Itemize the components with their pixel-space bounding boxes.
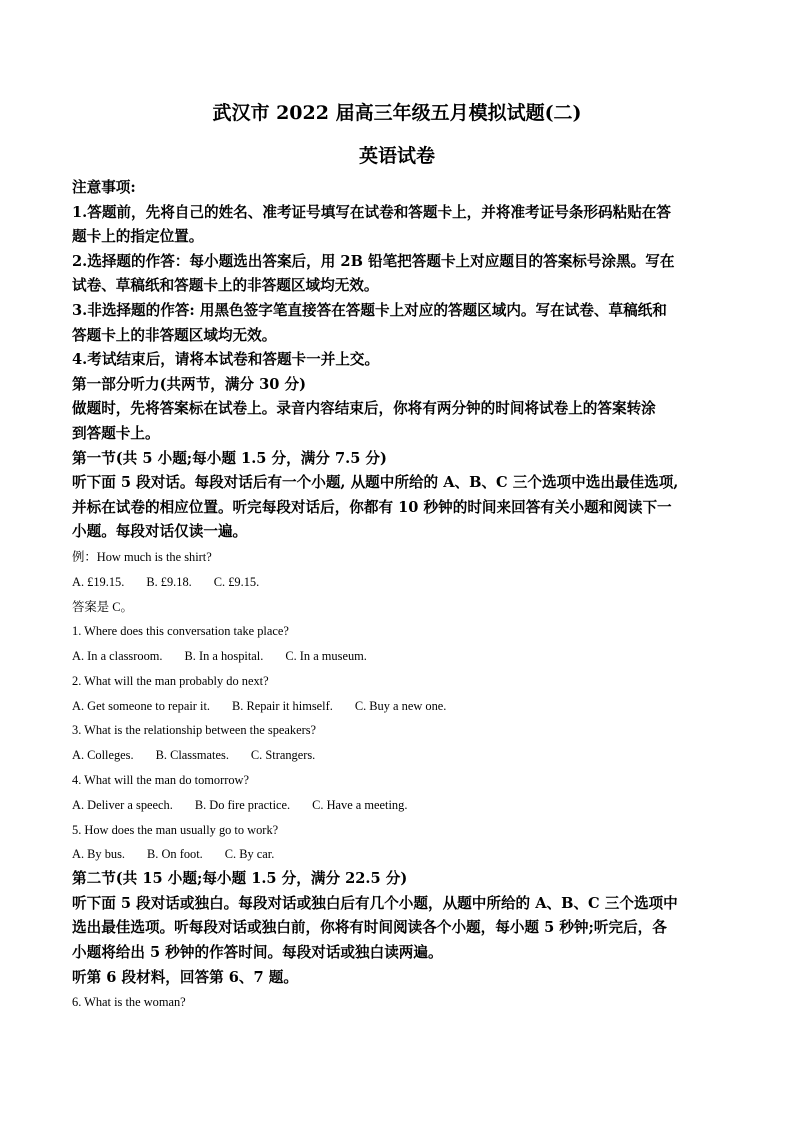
question-5: 5. How does the man usually go to work? bbox=[72, 822, 279, 837]
option-b: B. £9.18. bbox=[146, 574, 192, 589]
option-a: A. Colleges. bbox=[72, 748, 134, 763]
question-3: 3. What is the relationship between the speakers? bbox=[72, 723, 317, 738]
section2-instruction-line: 选出最佳选项。听每段对话或独白前，你将有时间阅读各个小题，每小题 5 秒钟;听完后，各 bbox=[72, 919, 667, 937]
notes-line: 题卡上的指定位置。 bbox=[72, 228, 204, 246]
question-2: 2. What will the man probably do next? bbox=[72, 673, 269, 688]
option-c: C. By car. bbox=[224, 847, 275, 862]
question-4: 4. What will the man do tomorrow? bbox=[72, 773, 249, 788]
option-c: C. Buy a new one. bbox=[354, 698, 447, 713]
section1-heading: 第一节(共 5 小题;每小题 1.5 分，满分 7.5 分) bbox=[72, 449, 387, 467]
exam-content bbox=[72, 176, 724, 1015]
option-b: B. Classmates. bbox=[155, 748, 229, 763]
option-b: B. Do fire practice. bbox=[194, 797, 291, 812]
option-b: B. Repair it himself. bbox=[231, 698, 333, 713]
option-c: C. Have a meeting. bbox=[312, 797, 408, 812]
notes-heading: 注意事项: bbox=[72, 179, 136, 196]
option-a: A. £19.15. bbox=[72, 574, 125, 589]
part1-intro-line: 到答题卡上。 bbox=[72, 424, 160, 442]
section1-instruction-line: 听下面 5 段对话。每段对话后有一个小题, 从题中所给的 A、B、C 三个选项中选出最佳选项, bbox=[72, 474, 679, 492]
option-a: A. By bus. bbox=[72, 847, 126, 862]
question-4-options bbox=[72, 793, 724, 818]
section2-heading: 第二节(共 15 小题;每小题 1.5 分，满分 22.5 分) bbox=[72, 870, 408, 888]
notes-line: 3.非选择题的作答: 用黑色签字笔直接答在答题卡上对应的答题区域内。写在试卷、草稿纸和 bbox=[72, 301, 667, 319]
example-question: 例：How much is the shirt? bbox=[72, 549, 212, 564]
option-c: C. Strangers. bbox=[250, 748, 316, 763]
option-a: A. In a classroom. bbox=[72, 649, 163, 664]
question-2-options bbox=[72, 694, 724, 719]
option-a: A. Get someone to repair it. bbox=[72, 698, 210, 713]
exam-subtitle: 英语试卷 bbox=[358, 145, 435, 167]
question-1-options bbox=[72, 644, 724, 669]
option-b: B. In a hospital. bbox=[184, 649, 264, 664]
part1-heading: 第一部分听力(共两节，满分 30 分) bbox=[72, 375, 306, 393]
section2-instruction-line: 听下面 5 段对话或独白。每段对话或独白后有几个小题，从题中所给的 A、B、C 三个选项中 bbox=[72, 894, 678, 912]
question-1: 1. Where does this conversation take place? bbox=[72, 624, 289, 639]
example-options bbox=[72, 570, 724, 595]
example-answer: 答案是 C。 bbox=[72, 599, 133, 614]
notes-line: 试卷、草稿纸和答题卡上的非答题区域均无效。 bbox=[72, 277, 379, 295]
option-c: C. In a museum. bbox=[285, 649, 367, 664]
notes-line: 1.答题前，先将自己的姓名、准考证号填写在试卷和答题卡上，并将准考证号条形码粘贴在答 bbox=[72, 203, 671, 221]
question-6: 6. What is the woman? bbox=[72, 995, 186, 1010]
notes-line: 答题卡上的非答题区域均无效。 bbox=[72, 326, 277, 344]
exam-title: 武汉市 2022 届高三年级五月模拟试题(二) bbox=[212, 102, 582, 124]
section2-instruction-line: 小题将给出 5 秒钟的作答时间。每段对话或独白读两遍。 bbox=[72, 944, 443, 962]
notes-line: 4.考试结束后，请将本试卷和答题卡一并上交。 bbox=[72, 351, 380, 369]
part1-intro-line: 做题时，先将答案标在试卷上。录音内容结束后，你将有两分钟的时间将试卷上的答案转涂 bbox=[72, 400, 656, 418]
section1-instruction-line: 小题。每段对话仅读一遍。 bbox=[72, 523, 248, 541]
question-3-options bbox=[72, 743, 724, 768]
section1-instruction-line: 并标在试卷的相应位置。听完每段对话后，你都有 10 秒钟的时间来回答有关小题和阅读下一 bbox=[72, 498, 672, 516]
option-c: C. £9.15. bbox=[213, 574, 260, 589]
question-5-options bbox=[72, 842, 724, 867]
option-b: B. On foot. bbox=[147, 847, 203, 862]
notes-line: 2.选择题的作答：每小题选出答案后，用 2B 铅笔把答题卡上对应题目的答案标号涂黑。写在 bbox=[72, 252, 675, 270]
option-a: A. Deliver a speech. bbox=[72, 797, 173, 812]
material-heading: 听第 6 段材料，回答第 6、7 题。 bbox=[72, 968, 298, 986]
